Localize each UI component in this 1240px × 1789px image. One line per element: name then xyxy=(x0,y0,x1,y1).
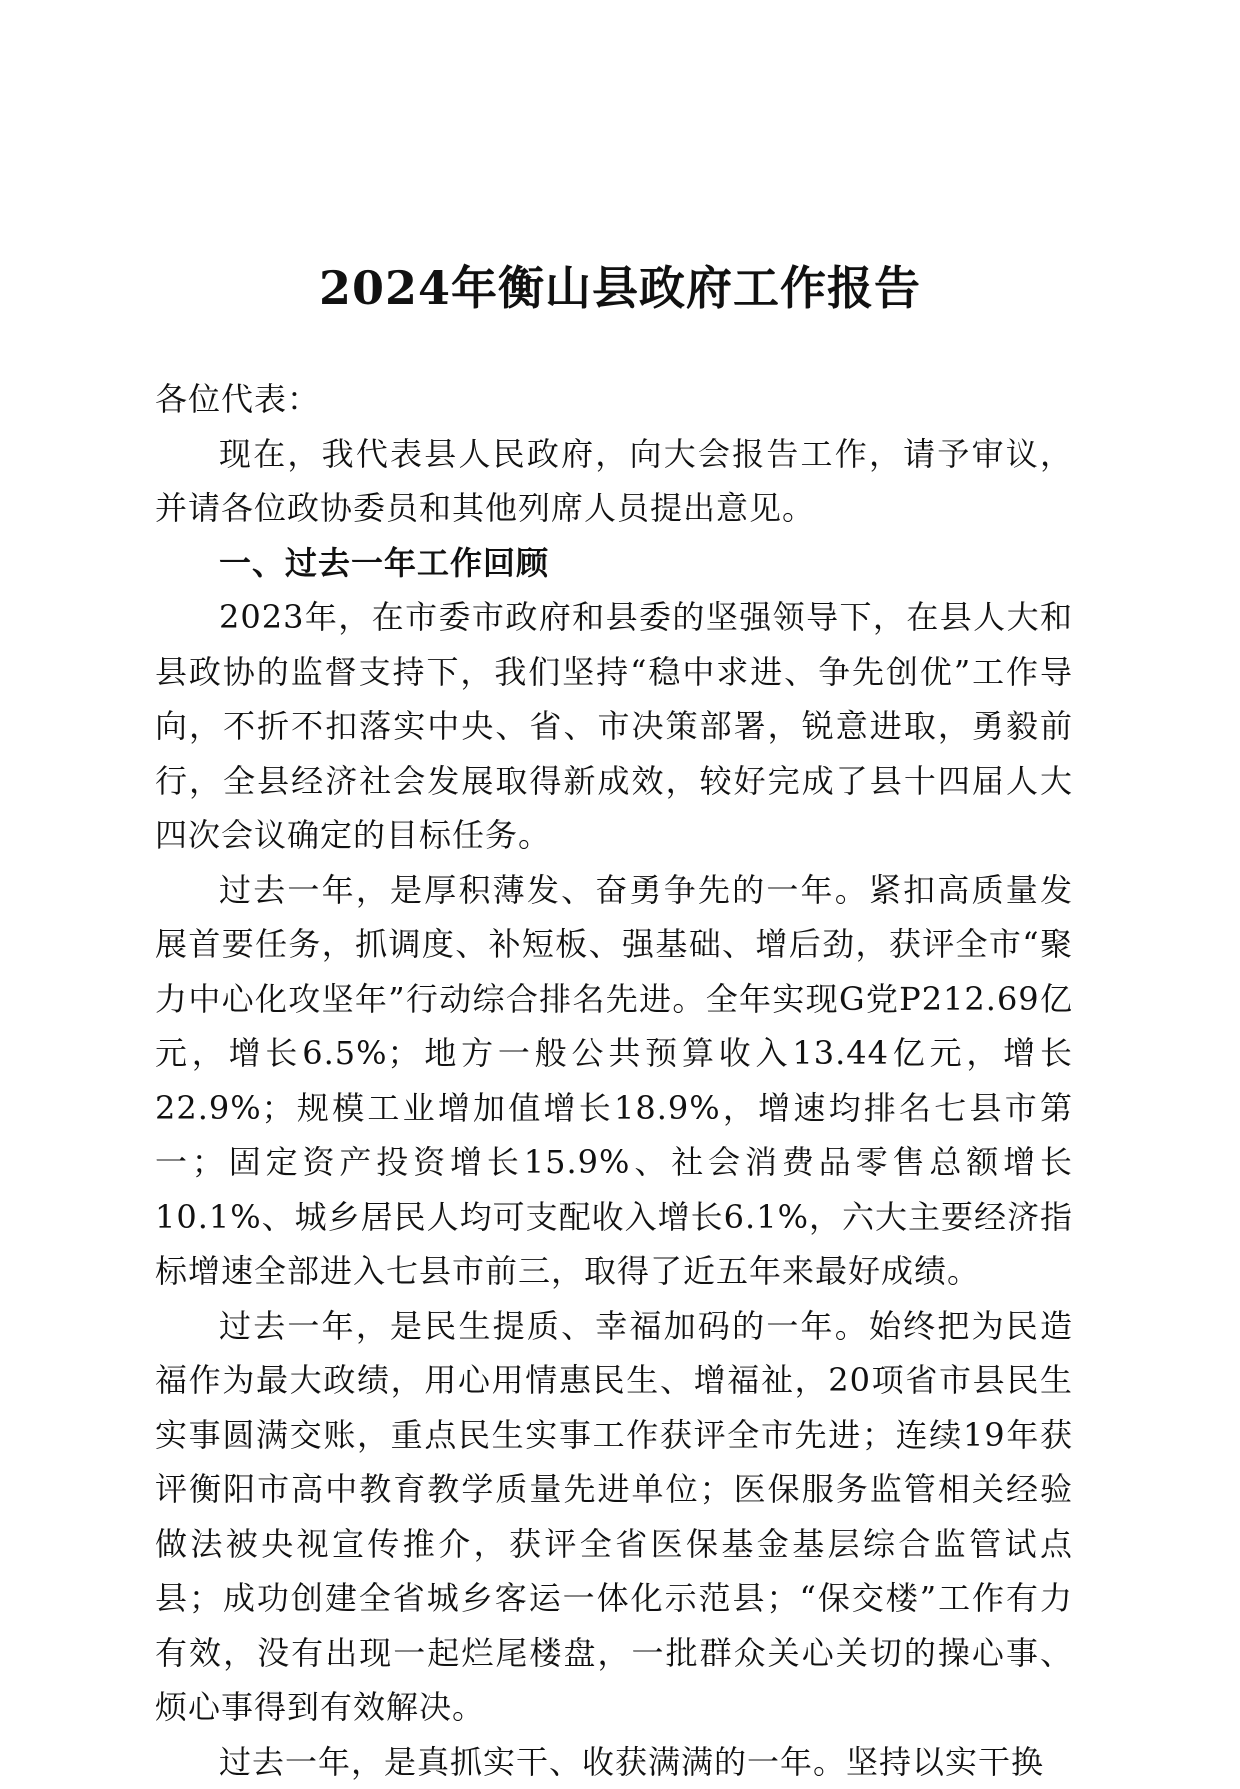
paragraph-achievements: 过去一年，是真抓实干、收获满满的一年。坚持以实干换 xyxy=(155,1735,1073,1789)
section-heading: 一、过去一年工作回顾 xyxy=(155,536,1073,591)
document-body xyxy=(155,372,1073,1789)
paragraph-2023-summary: 2023年，在市委市政府和县委的坚强领导下，在县人大和县政协的监督支持下，我们坚持“稳中求进、争先创优”工作导向，不折不扣落实中央、省、市决策部署，锐意进取，勇毅前行，全县经济社会发展取得新成效，较好完成了县十四届人大四次会议确定的目标任务。 xyxy=(155,590,1073,863)
document-title: 2024年衡山县政府工作报告 xyxy=(0,258,1240,318)
paragraph-livelihood: 过去一年，是民生提质、幸福加码的一年。始终把为民造福作为最大政绩，用心用情惠民生、增福祉，20项省市县民生实事圆满交账，重点民生实事工作获评全市先进；连续19年获评衡阳市高中教育教学质量先进单位；医保服务监管相关经验做法被央视宣传推介，获评全省医保基金基层综合监管试点县；成功创建全省城乡客运一体化示范县；“保交楼”工作有力有效，没有出现一起烂尾楼盘，一批群众关心关切的操心事、烦心事得到有效解决。 xyxy=(155,1299,1073,1735)
salutation: 各位代表： xyxy=(155,372,1073,427)
paragraph-economy: 过去一年，是厚积薄发、奋勇争先的一年。紧扣高质量发展首要任务，抓调度、补短板、强基础、增后劲，获评全市“聚力中心化攻坚年”行动综合排名先进。全年实现G党P212.69亿元，增长6.5%；地方一般公共预算收入13.44亿元，增长22.9%；规模工业增加值增长18.9%，增速均排名七县市第一；固定资产投资增长15.9%、社会消费品零售总额增长10.1%、城乡居民人均可支配收入增长6.1%，六大主要经济指标增速全部进入七县市前三，取得了近五年来最好成绩。 xyxy=(155,863,1073,1299)
paragraph-intro: 现在，我代表县人民政府，向大会报告工作，请予审议，并请各位政协委员和其他列席人员提出意见。 xyxy=(155,427,1073,536)
